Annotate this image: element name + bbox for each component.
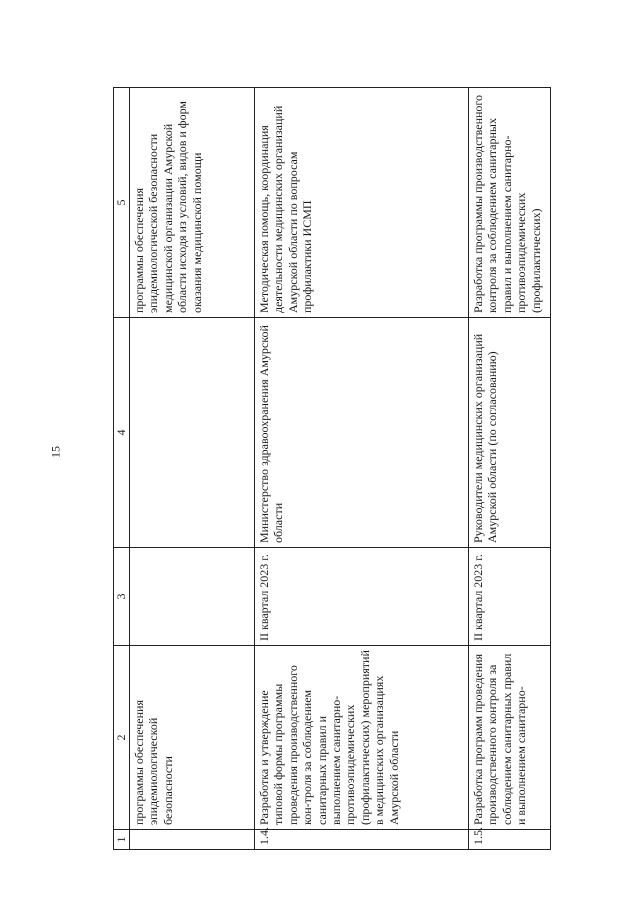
executor-cell: Руководители медицинских организаций Амурской области (по согласованию) bbox=[469, 318, 551, 548]
header-cell-1: 1 bbox=[114, 830, 130, 850]
row-number bbox=[130, 830, 255, 850]
header-cell-5: 5 bbox=[114, 88, 130, 318]
result-cell: программы обеспечения эпидемиологической безопасности медицинской организации Амурской области исходя из условий, видов и форм оказания медицинской помощи bbox=[130, 88, 255, 318]
measures-table bbox=[113, 87, 551, 850]
result-cell: Разработка программы производственного контроля за соблюдением санитарных правил и выполнением санитарно-противоэпидемических (профилактических) bbox=[469, 88, 551, 318]
rotated-table-wrapper bbox=[113, 88, 543, 850]
period-cell: II квартал 2023 г. bbox=[255, 548, 469, 646]
executor-cell: Министерство здравоохранения Амурской области bbox=[255, 318, 469, 548]
executor-cell bbox=[130, 318, 255, 548]
task-cell: программы обеспечения эпидемиологической безопасности bbox=[130, 646, 255, 830]
row-number: 1.4. bbox=[255, 830, 469, 850]
task-cell: Разработка и утверждение типовой формы программы проведения производственного кон-троля за соблюдением санитарных правил и выполнением санитарно-противоэпидемических (профилактических) мероприятий в медицинских организациях Амурской области bbox=[255, 646, 469, 830]
header-cell-4: 4 bbox=[114, 318, 130, 548]
period-cell: II квартал 2023 г. bbox=[469, 548, 551, 646]
table-row bbox=[469, 88, 551, 850]
page-number: 15 bbox=[48, 446, 63, 458]
header-row bbox=[114, 88, 130, 850]
row-number: 1.5. bbox=[469, 830, 551, 850]
header-cell-2: 2 bbox=[114, 646, 130, 830]
table-row bbox=[255, 88, 469, 850]
period-cell bbox=[130, 548, 255, 646]
task-cell: Разработка программ проведения производственного контроля за соблюдением санитарных правил и выполнением санитарно- bbox=[469, 646, 551, 830]
result-cell: Методическая помощь, координация деятельности медицинских организаций Амурской области по вопросам профилактики ИСМП bbox=[255, 88, 469, 318]
table-row bbox=[130, 88, 255, 850]
header-cell-3: 3 bbox=[114, 548, 130, 646]
